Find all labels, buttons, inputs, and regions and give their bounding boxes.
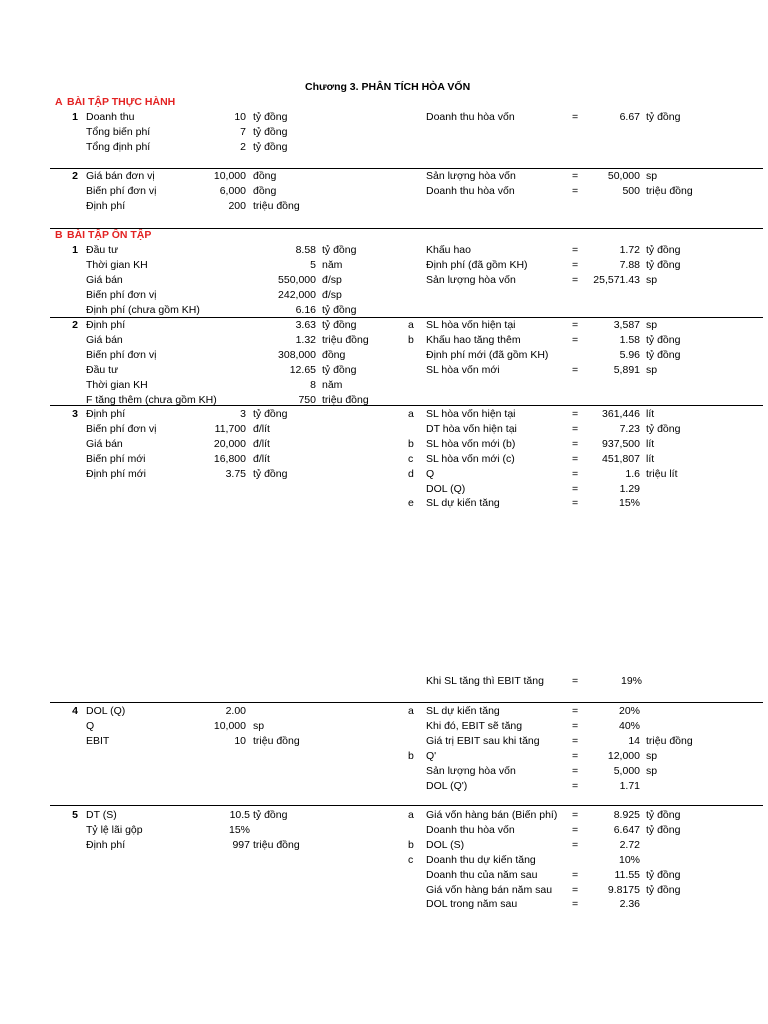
input-unit: đ/lít [253,452,270,465]
result-label: Định phí (đã gồm KH) [426,258,528,271]
result-value: 19% [620,675,642,687]
equals-sign: = [572,868,579,881]
input-unit: tỷ đồng [253,408,288,420]
result-unit: sp [646,319,658,331]
result-unit: tỷ đồng [646,883,681,896]
input-unit: tỷ đồng [253,111,288,123]
input-value: 10,000 [213,170,246,182]
result-label: Sản lượng hòa vốn [426,170,516,182]
input-value: 242,000 [278,288,316,301]
section-b-letter: B [55,229,63,241]
input-value: 5 [310,258,316,271]
input-label: Biến phí đơn vị [86,288,157,301]
result-label: DOL (S) [426,838,465,851]
result-value: 11.55 [614,868,640,881]
equals-sign: = [572,823,579,836]
equals-sign: = [572,184,579,197]
result-value: 12,000 [607,749,640,762]
input-label: Định phí [86,319,126,331]
result-label: Doanh thu hòa vốn [426,184,515,197]
input-unit: tỷ đồng [253,467,288,480]
result-label: SL hòa vốn hiện tại [426,408,516,420]
part-marker: a [408,408,414,420]
equals-sign: = [572,482,579,495]
result-value: 14 [628,734,640,747]
result-value: 6.67 [619,111,640,123]
result-label: SL dự kiến tăng [426,497,500,510]
equals-sign: = [572,719,579,732]
input-label: Định phí [86,199,126,212]
input-label: Giá bán [86,333,123,346]
input-unit: triệu đồng [253,838,300,851]
page-title: Chương 3. PHÂN TÍCH HÒA VỐN [305,81,471,93]
divider-line [50,228,763,229]
part-marker: a [408,705,414,717]
input-value: 10 [234,111,246,123]
result-label: Doanh thu hòa vốn [426,111,515,123]
exercise-number: 2 [72,319,78,331]
part-marker: b [408,749,414,762]
input-unit: đồng [322,348,346,361]
equals-sign: = [572,319,579,331]
result-unit: tỷ đồng [646,258,681,271]
result-label: SL hòa vốn mới [426,363,500,376]
input-unit: sp [253,719,265,732]
result-label: Định phí mới (đã gồm KH) [426,348,549,361]
result-unit: lít [646,437,655,450]
input-unit: đồng [253,184,277,197]
result-unit: sp [646,764,658,777]
result-value: 40% [618,719,640,732]
input-unit: đ/lít [253,422,270,435]
divider-line [50,805,763,806]
input-value: 8.58 [295,244,316,256]
result-value: 2.72 [619,838,640,851]
input-unit: tỷ đồng [253,125,288,138]
result-unit: sp [646,363,658,376]
result-label: SL dự kiến tăng [426,705,500,717]
input-unit: triệu đồng [253,734,300,747]
input-value: 1.32 [295,333,316,346]
section-b-heading: BÀI TẬP ÔN TẬP [67,229,152,241]
input-value: 3.63 [295,319,316,331]
result-label: DOL trong năm sau [426,898,518,911]
input-label: Định phí [86,838,126,851]
input-label: Biến phí đơn vị [86,422,157,435]
result-unit: triệu đồng [646,734,693,747]
equals-sign: = [572,170,579,182]
input-label: DOL (Q) [86,705,126,717]
result-unit: lít [646,408,655,420]
equals-sign: = [572,452,579,465]
result-unit: tỷ đồng [646,809,681,821]
equals-sign: = [572,111,579,123]
input-unit: tỷ đồng [253,809,288,821]
result-unit: tỷ đồng [646,244,681,256]
input-label: Biến phí đơn vị [86,348,157,361]
part-marker: a [408,319,414,331]
result-label: SL hòa vốn hiện tại [426,319,516,331]
result-label: Doanh thu dự kiến tăng [426,853,536,866]
result-label: Khấu hao tăng thêm [426,333,521,346]
equals-sign: = [572,734,579,747]
equals-sign: = [572,898,579,911]
part-marker: c [408,853,414,866]
result-label: Q [426,467,435,480]
input-unit: đ/sp [322,288,342,301]
input-label: Giá bán [86,273,123,286]
input-value: 3 [240,408,246,420]
result-value: 1.6 [625,467,640,480]
input-label: Định phí [86,408,126,420]
input-value: 6.16 [295,303,316,316]
result-unit: sp [646,749,658,762]
result-value: 1.58 [619,333,640,346]
result-value: 451,807 [602,452,640,465]
input-label: Đầu tư [86,363,119,376]
section-a-heading: BÀI TẬP THỰC HÀNH [67,96,176,108]
result-label: Giá vốn hàng bán (Biến phí) [426,809,558,821]
result-value: 1.72 [619,244,640,256]
input-value: 2 [240,140,246,153]
equals-sign: = [572,779,579,792]
input-value: 550,000 [278,273,316,286]
result-unit: sp [646,170,658,182]
input-unit: triệu đồng [253,199,300,212]
input-unit: tỷ đồng [322,363,357,376]
equals-sign: = [572,497,579,510]
result-unit: tỷ đồng [646,422,681,435]
input-label: Thời gian KH [86,378,148,391]
input-value: 20,000 [213,437,246,450]
result-value: 5,000 [613,764,640,777]
input-label: Thời gian KH [86,258,148,271]
divider-line [50,702,763,703]
input-unit: tỷ đồng [322,244,357,256]
input-value: 7 [240,125,246,138]
input-unit: triệu đồng [322,393,369,406]
input-value: 997 [232,838,250,851]
input-label: Định phí mới [86,467,146,480]
input-label: DT (S) [86,809,117,821]
exercise-number: 5 [72,809,78,821]
part-marker: d [408,467,414,480]
input-label: Biến phí mới [86,452,146,465]
input-value: 6,000 [219,184,246,197]
input-value: 8 [310,378,316,391]
input-label: Biến phí đơn vị [86,184,157,197]
result-label: Khấu hao [426,244,471,256]
equals-sign: = [572,883,579,896]
result-label: Khi đó, EBIT sẽ tăng [426,719,523,732]
input-label: EBIT [86,734,110,747]
result-unit: tỷ đồng [646,348,681,361]
exercise-number: 2 [72,170,78,182]
input-unit: đ/sp [322,273,342,286]
equals-sign: = [572,408,579,420]
result-label: Khi SL tăng thì EBIT tăng [426,675,544,687]
input-label: Giá bán [86,437,123,450]
result-value: 500 [622,184,640,197]
input-value: 750 [298,393,316,406]
input-value: 200 [228,199,246,212]
result-label: Sản lượng hòa vốn [426,764,516,777]
part-marker: b [408,838,414,851]
equals-sign: = [572,258,579,271]
result-unit: triệu đồng [646,184,693,197]
result-value: 1.71 [619,779,640,792]
input-label: Tổng định phí [86,140,151,153]
equals-sign: = [572,467,579,480]
result-label: SL hòa vốn mới (c) [426,452,515,465]
input-unit: tỷ đồng [253,140,288,153]
result-unit: lít [646,452,655,465]
result-label: Doanh thu của năm sau [426,868,538,881]
input-value: 11,700 [214,422,246,435]
part-marker: b [408,333,414,346]
exercise-number: 3 [72,408,78,420]
input-unit: đồng [253,170,277,182]
input-label: Tổng biến phí [86,125,151,138]
part-marker: c [408,452,414,465]
result-label: Giá trị EBIT sau khi tăng [426,734,540,747]
result-label: SL hòa vốn mới (b) [426,437,516,450]
equals-sign: = [572,809,579,821]
result-value: 361,446 [602,408,640,420]
input-label: F tăng thêm (chưa gồm KH) [86,393,217,406]
exercise-number: 1 [72,244,78,256]
result-label: DOL (Q') [426,779,468,792]
result-value: 8.925 [613,809,640,821]
equals-sign: = [572,333,579,346]
result-value: 937,500 [602,437,640,450]
result-value: 7.88 [619,258,640,271]
result-label: Q' [426,749,437,762]
section-a-letter: A [55,96,63,108]
result-label: Giá vốn hàng bán năm sau [426,883,553,896]
input-label: Doanh thu [86,111,135,123]
input-value: 15% [228,823,250,836]
input-unit: đ/lít [253,437,270,450]
input-label: Giá bán đơn vị [86,170,155,182]
result-value: 5,891 [613,363,640,376]
result-value: 15% [618,497,640,510]
equals-sign: = [572,705,579,717]
result-value: 6.647 [613,823,640,836]
result-value: 25,571.43 [593,273,640,286]
equals-sign: = [572,273,579,286]
part-marker: a [408,809,414,821]
result-value: 7.23 [619,422,640,435]
input-value: 10 [234,734,246,747]
equals-sign: = [572,363,579,376]
result-value: 20% [618,705,640,717]
input-unit: tỷ đồng [322,303,357,316]
equals-sign: = [572,422,579,435]
result-label: DT hòa vốn hiện tại [426,422,517,435]
exercise-number: 4 [72,705,78,717]
input-value: 10,000 [213,719,246,732]
input-value: 16,800 [213,452,246,465]
part-marker: e [408,497,414,510]
result-value: 3,587 [613,319,640,331]
result-unit: tỷ đồng [646,333,681,346]
input-unit: năm [322,378,343,391]
result-unit: sp [646,273,658,286]
exercise-number: 1 [72,111,78,123]
equals-sign: = [572,437,579,450]
equals-sign: = [572,675,579,687]
result-value: 50,000 [607,170,640,182]
result-label: DOL (Q) [426,482,466,495]
equals-sign: = [572,764,579,777]
input-unit: năm [322,258,343,271]
input-label: Định phí (chưa gồm KH) [86,303,200,316]
result-unit: tỷ đồng [646,111,681,123]
result-value: 9.8175 [607,883,640,896]
equals-sign: = [572,838,579,851]
input-value: 3.75 [225,467,246,480]
input-value: 12.65 [289,363,316,376]
input-label: Đầu tư [86,244,119,256]
result-unit: triệu lít [646,467,678,480]
result-value: 2.36 [619,898,640,911]
result-value: 1.29 [619,482,640,495]
part-marker: b [408,437,414,450]
result-value: 10% [618,853,640,866]
equals-sign: = [572,749,579,762]
input-label: Q [86,719,95,732]
input-unit: triệu đồng [322,333,369,346]
result-value: 5.96 [619,348,640,361]
result-label: Doanh thu hòa vốn [426,823,515,836]
input-value: 10.5 [229,809,250,821]
equals-sign: = [572,244,579,256]
input-label: Tỷ lệ lãi gộp [86,823,143,836]
result-label: Sản lượng hòa vốn [426,273,516,286]
input-value: 308,000 [278,348,316,361]
result-unit: tỷ đồng [646,823,681,836]
input-value: 2.00 [225,705,246,717]
result-unit: tỷ đồng [646,868,681,881]
input-unit: tỷ đồng [322,319,357,331]
